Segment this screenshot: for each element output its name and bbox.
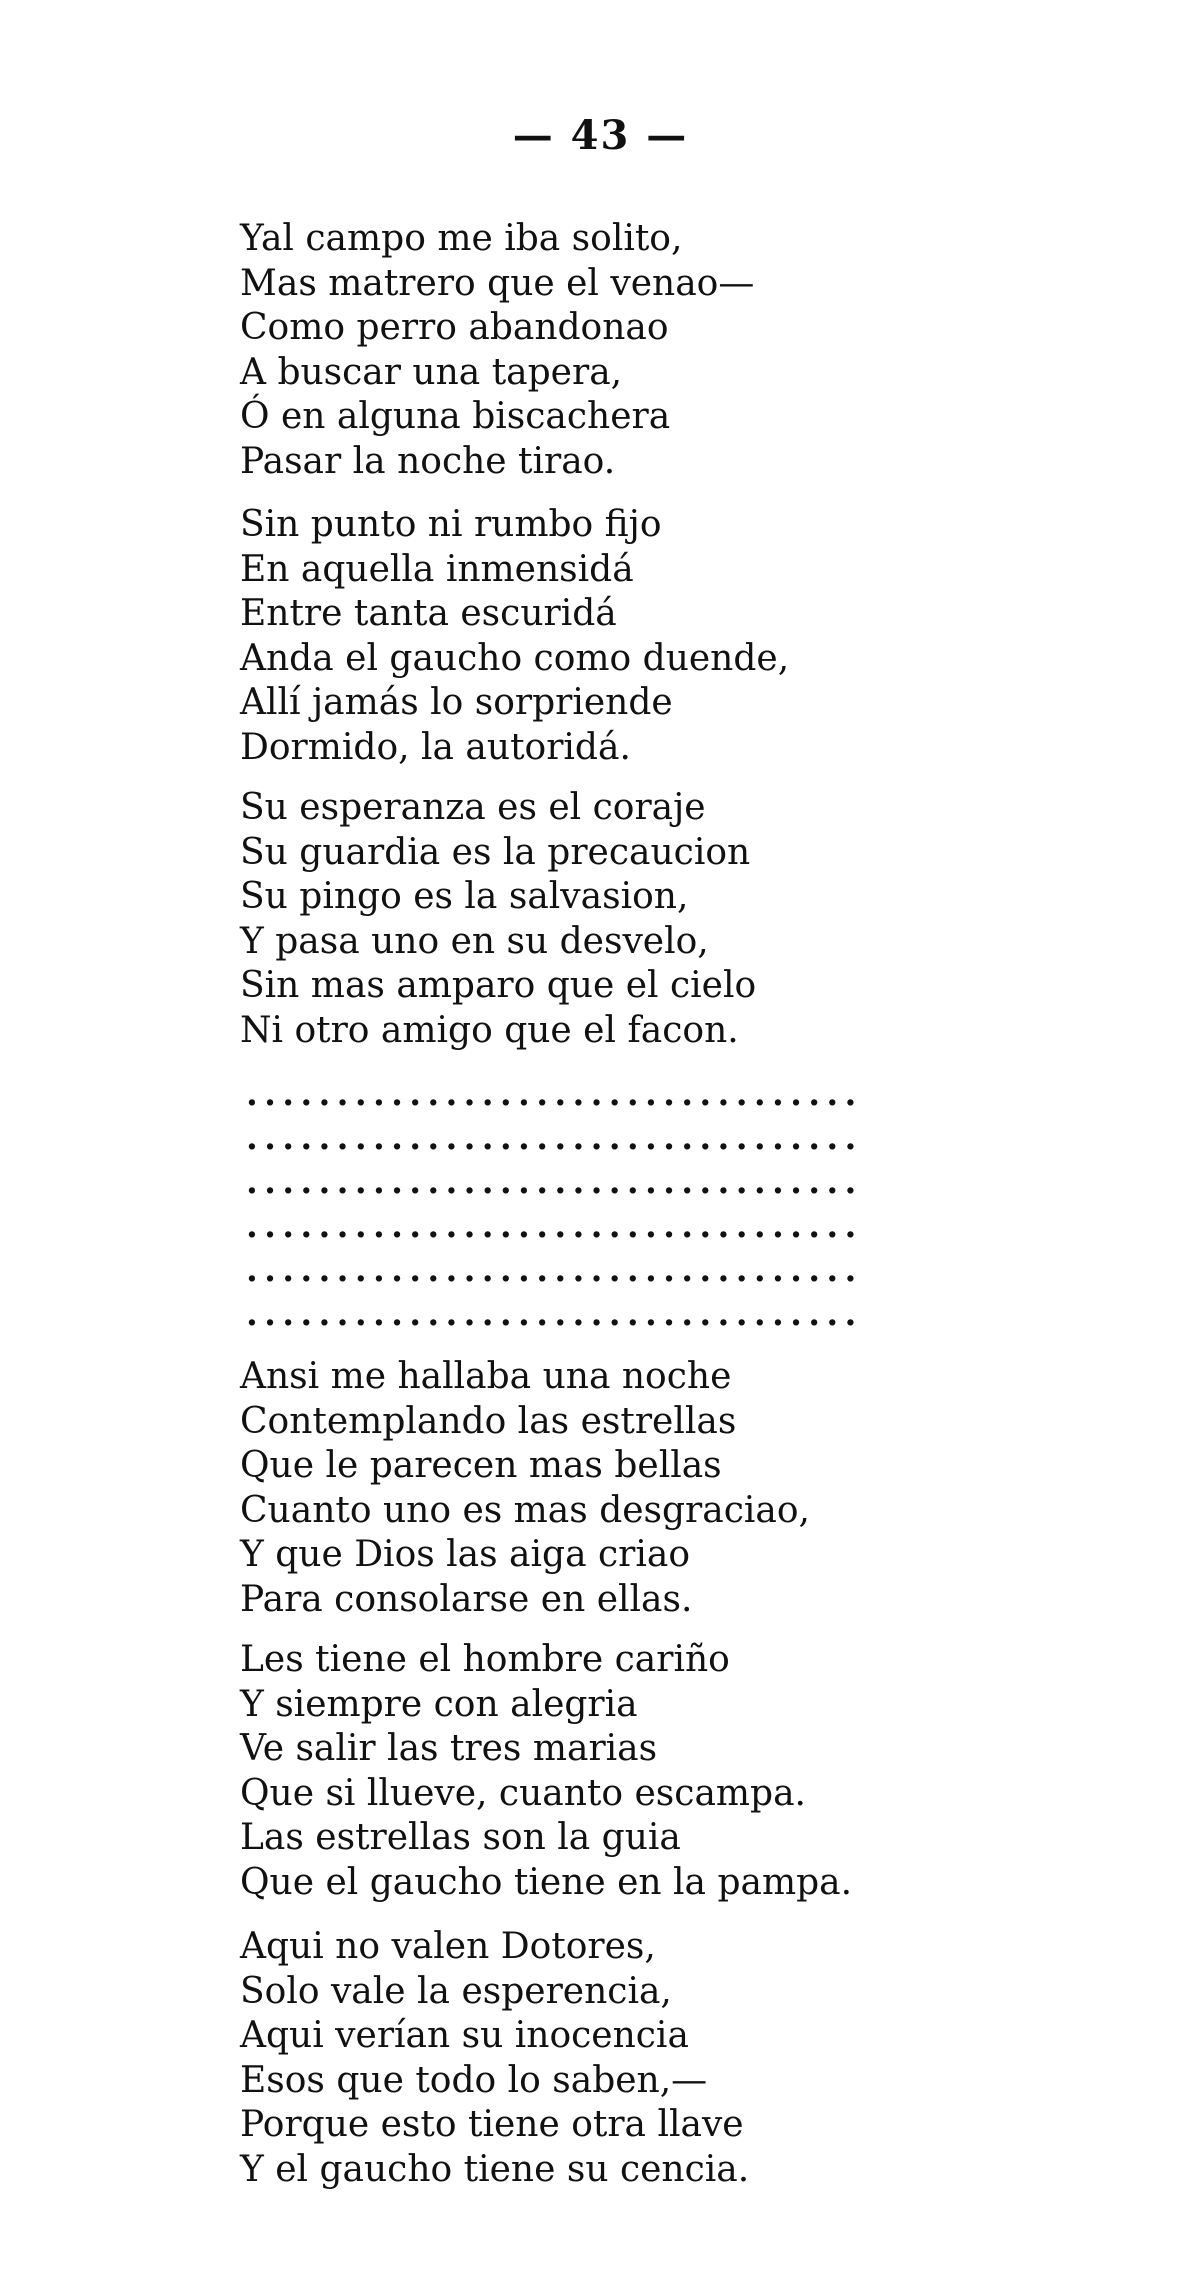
verse-line: Yal campo me iba solito, [240,218,683,259]
verse-line: Que le parecen mas bellas [240,1445,722,1486]
verse-line: En aquella inmensidá [240,548,634,590]
ellipsis-row: .................................. [246,1250,863,1290]
verse-line: Ansi me hallaba una noche [240,1356,732,1397]
verse-line: Sin mas amparo que el cielo [240,965,757,1006]
verse-line: Mas matrero que el venao— [240,262,755,304]
verse-line: Ni otro amigo que el facon. [240,1009,739,1051]
stanza-4 [240,1355,810,1622]
verse-line: Y siempre con alegria [240,1683,638,1725]
verse-line: Y que Dios las aiga criao [240,1534,690,1575]
stanza-3 [240,786,756,1053]
verse-line: Cuanto uno es mas desgraciao, [240,1489,810,1531]
verse-line: Allí jamás lo sorpriende [240,682,673,723]
verse-line: Porque esto tiene otra llave [240,2104,744,2145]
verse-line: Anda el gaucho como duende, [240,637,790,679]
verse-line: Que si llueve, cuanto escampa. [240,1772,806,1814]
verse-line: Las estrellas son la guia [240,1817,681,1858]
verse-line: Ve salir las tres marias [240,1728,658,1769]
ellipsis-row: .................................. [246,1206,863,1246]
stanza-6 [240,1925,749,2192]
verse-line: Aqui verían su inocencia [240,2015,689,2056]
ellipsis-row: .................................. [246,1118,863,1158]
verse-line: Para consolarse en ellas. [240,1578,693,1620]
stanza-1 [240,217,754,484]
verse-line: Su esperanza es el coraje [240,787,706,828]
stanza-5 [240,1638,852,1905]
verse-line: Pasar la noche tirao. [240,440,616,482]
verse-line: Como perro abandonao [240,307,669,348]
verse-line: Dormido, la autoridá. [240,726,631,768]
verse-line: Y pasa uno en su desvelo, [240,920,709,962]
verse-line: Solo vale la esperencia, [240,1970,672,2012]
verse-line: Sin punto ni rumbo fijo [240,504,662,545]
page-number: — 43 — [512,112,689,159]
verse-line: Les tiene el hombre cariño [240,1639,730,1680]
ellipsis-row: .................................. [246,1162,863,1202]
ellipsis-row: .................................. [246,1074,863,1114]
verse-line: Su guardia es la precaucion [240,831,751,873]
verse-line: Aqui no valen Dotores, [240,1926,656,1967]
verse-line: Contemplando las estrellas [240,1400,737,1442]
verse-line: Esos que todo lo saben,— [240,2059,708,2101]
ellipsis-row: .................................. [246,1294,863,1334]
verse-line: Que el gaucho tiene en la pampa. [240,1861,853,1903]
verse-line: Y el gaucho tiene su cencia. [240,2148,750,2190]
stanza-2 [240,503,789,770]
verse-line: Entre tanta escuridá [240,593,617,634]
ellipsis-break [246,1072,863,1336]
verse-line: A buscar una tapera, [240,351,623,393]
verse-line: Su pingo es la salvasion, [240,876,689,917]
verse-line: Ó en alguna biscachera [240,396,671,437]
